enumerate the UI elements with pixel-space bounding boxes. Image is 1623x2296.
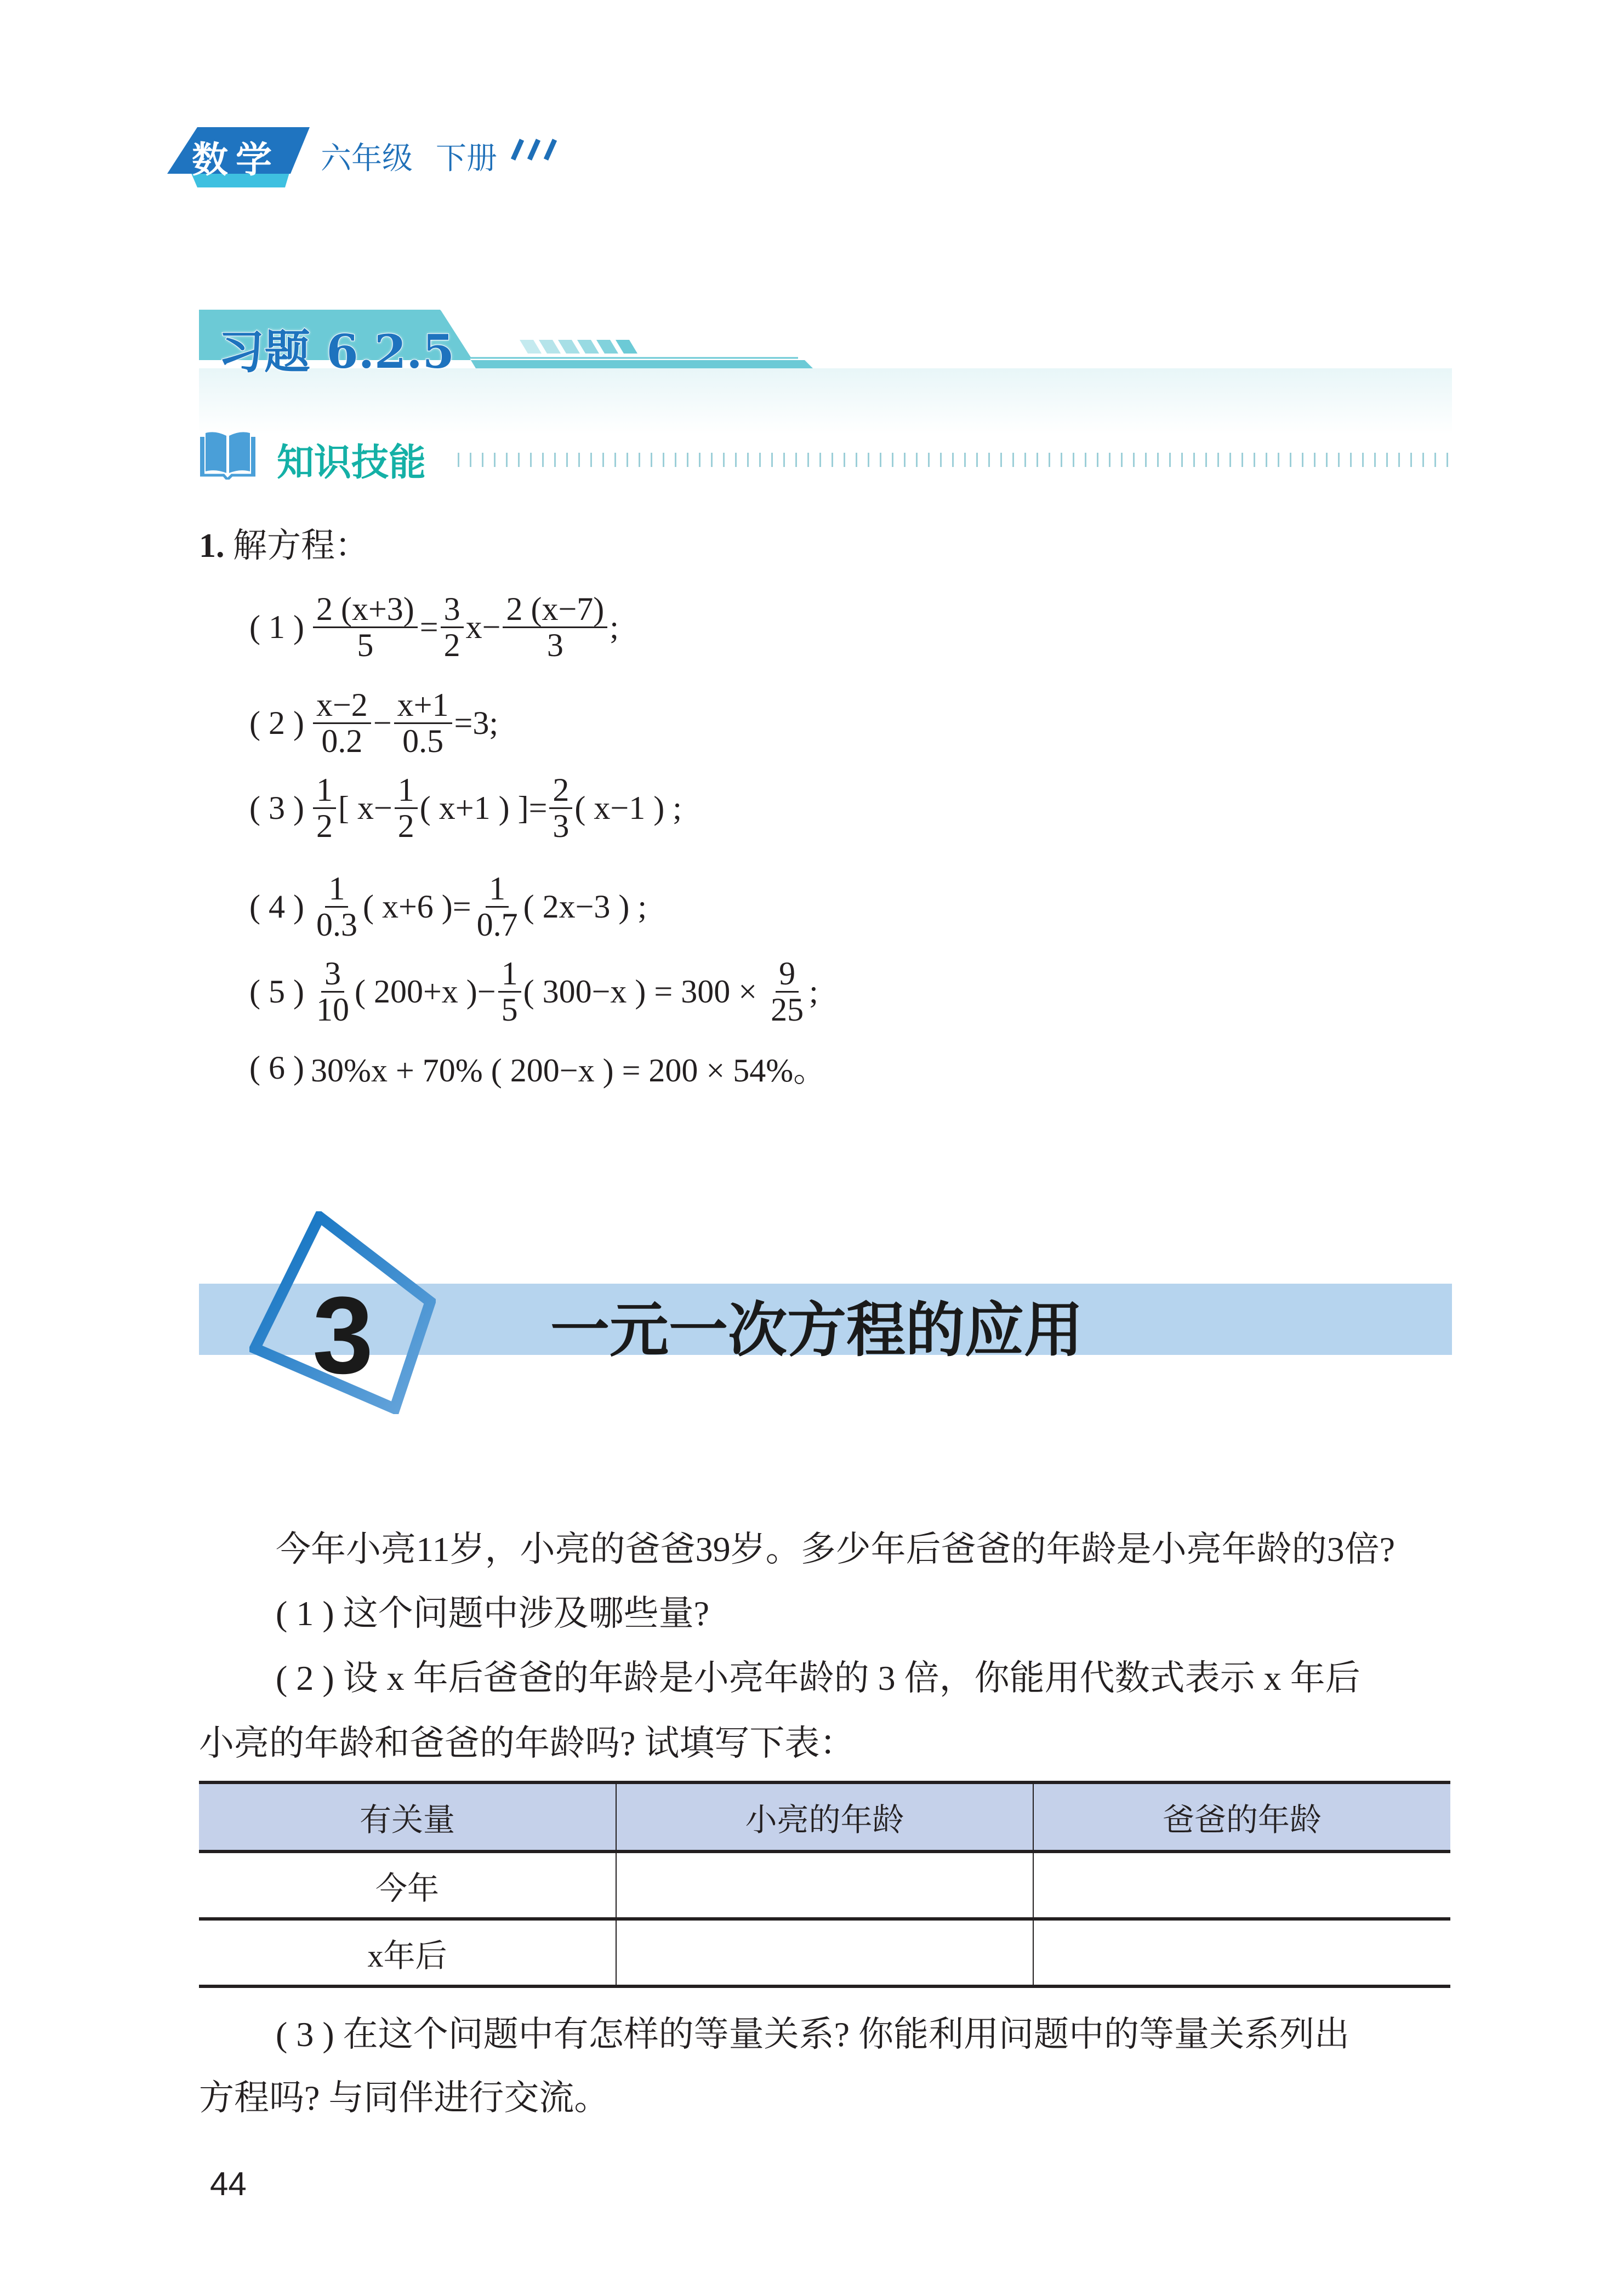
numerator: 3 (441, 592, 464, 628)
equation-text: 30%x + 70% ( 200−x ) = 200 × 54%。 (310, 1052, 827, 1089)
equation-text: x− (465, 609, 501, 645)
equation-text: ( 200+x )− (354, 973, 496, 1010)
fraction (313, 773, 336, 844)
subject-label: 数学 (192, 139, 280, 181)
denominator: 5 (501, 992, 518, 1028)
denominator: 2 (443, 627, 460, 663)
denominator: 10 (316, 992, 349, 1028)
age-table (199, 1781, 1450, 1988)
fraction (394, 688, 452, 759)
fraction (503, 592, 607, 663)
problem-intro: 今年小亮11岁，小亮的爸爸39岁。多少年后爸爸的年龄是小亮年龄的3倍? (276, 1530, 1396, 1569)
knowledge-skills-heading: 知识技能 (277, 441, 426, 485)
equation-label: ( 2 ) (249, 705, 304, 741)
equation-text: ( 2x−3 ) ; (523, 888, 647, 925)
problem-q3-line2: 方程吗? 与同伴进行交流。 (199, 2078, 610, 2117)
table-cell: 今年 (199, 1851, 616, 1919)
fraction (474, 871, 521, 942)
equation-label: ( 5 ) (249, 973, 304, 1010)
equation-label: ( 4 ) (249, 888, 304, 925)
table-header: 有关量 (199, 1782, 616, 1851)
equation-1 (249, 592, 619, 663)
fraction (313, 871, 361, 942)
table-header: 小亮的年龄 (616, 1782, 1033, 1851)
numerator: 9 (776, 956, 799, 993)
numerator: 1 (313, 773, 336, 809)
exercise-title: 习题 6.2.5 (218, 324, 455, 379)
numerator: 1 (395, 773, 418, 809)
denominator: 2 (316, 808, 333, 844)
table-cell-input[interactable] (616, 1851, 1033, 1919)
fraction (313, 688, 371, 759)
equation-3 (249, 773, 682, 844)
denominator: 0.3 (316, 907, 357, 943)
equation-5 (249, 956, 818, 1027)
equation-text: ( 300−x ) = 300 × (523, 973, 766, 1010)
tick-divider (458, 453, 1453, 467)
fraction (498, 956, 521, 1027)
numerator: 2 (x−7) (503, 592, 607, 628)
numerator: 2 (549, 773, 572, 809)
fraction (767, 956, 807, 1027)
equation-text: =3; (454, 705, 499, 741)
numerator: 2 (x+3) (313, 592, 418, 628)
problem-q1: ( 1 ) 这个问题中涉及哪些量? (276, 1594, 710, 1633)
table-cell-input[interactable] (616, 1919, 1033, 1986)
numerator: x+1 (394, 688, 452, 724)
table-row (199, 1851, 1450, 1919)
table-cell-input[interactable] (1033, 1919, 1450, 1986)
table-cell: x年后 (199, 1919, 616, 1986)
denominator: 2 (397, 808, 414, 844)
question-number: 1. (199, 527, 225, 565)
equation-text: − (373, 705, 392, 741)
book-icon (199, 430, 257, 480)
denominator: 0.7 (476, 907, 518, 943)
equation-text: ; (610, 609, 619, 645)
table-cell-input[interactable] (1033, 1851, 1450, 1919)
denominator: 5 (357, 627, 374, 663)
equation-text: [ x− (338, 790, 392, 826)
table-header: 爸爸的年龄 (1033, 1782, 1450, 1851)
denominator: 3 (546, 627, 563, 663)
section-title: 一元一次方程的应用 (550, 1296, 1084, 1365)
table-row (199, 1919, 1450, 1986)
problem-q3-line1: ( 3 ) 在这个问题中有怎样的等量关系? 你能利用问题中的等量关系列出 (276, 2015, 1350, 2054)
question-text: 解方程： (233, 527, 369, 565)
fraction (395, 773, 418, 844)
equation-text: ( x−1 ) ; (574, 790, 682, 826)
equation-text: ( x+6 )= (362, 888, 471, 925)
question-1-prompt (199, 518, 369, 567)
equation-label: ( 1 ) (249, 609, 304, 645)
equation-text: = (419, 609, 439, 645)
equation-4 (249, 871, 647, 942)
denominator: 3 (553, 808, 570, 844)
denominator: 0.2 (321, 723, 363, 759)
denominator: 0.5 (402, 723, 444, 759)
numerator: 3 (321, 956, 344, 993)
fraction (441, 592, 464, 663)
numerator: 1 (325, 871, 348, 908)
equation-2 (249, 688, 498, 759)
slash-decoration-icon (510, 139, 562, 161)
fraction (313, 592, 418, 663)
problem-q2-line2: 小亮的年龄和爸爸的年龄吗? 试填写下表： (199, 1724, 855, 1763)
denominator: 25 (771, 992, 804, 1028)
numerator: 1 (486, 871, 509, 908)
problem-q2-line1: ( 2 ) 设 x 年后爸爸的年龄是小亮年龄的 3 倍，你能用代数式表示 x 年后 (276, 1659, 1360, 1697)
equation-label: ( 3 ) (249, 790, 304, 826)
numerator: 1 (498, 956, 521, 993)
grade-label: 六年级 (321, 141, 413, 176)
equation-text: ; (809, 973, 818, 1010)
fraction (549, 773, 572, 844)
equation-label: ( 6 ) (249, 1049, 304, 1086)
equation-6 (249, 1044, 826, 1091)
volume-label: 下册 (436, 141, 497, 176)
equation-text: ( x+1 ) ]= (419, 790, 548, 826)
page-number: 44 (210, 2166, 247, 2202)
fraction (313, 956, 352, 1027)
section-number: 3 (312, 1274, 374, 1397)
numerator: x−2 (313, 688, 371, 724)
